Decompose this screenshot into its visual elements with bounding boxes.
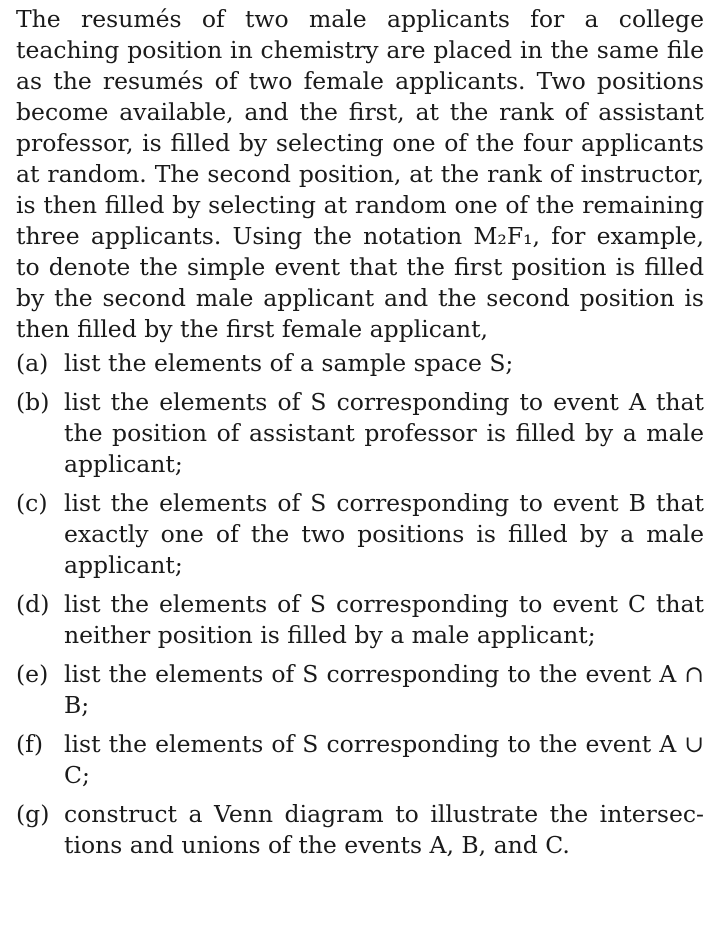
item-text: list the elements of S corresponding to event A that the position of assistant professor is filled by a male applicant; <box>64 388 704 478</box>
item-text: construct a Venn diagram to illustrate the intersections and unions of the events A, B, and C. <box>64 800 704 859</box>
problem-item-c <box>16 488 704 581</box>
item-label: (d) <box>16 590 50 618</box>
item-label: (g) <box>16 800 50 828</box>
item-text: list the elements of S corresponding to the event A ∩ B; <box>64 660 704 719</box>
problem-item-e <box>16 659 704 721</box>
problem-intro: The resumés of two male applicants for a college teaching position in chemistry are placed in the same file as the resumés of two female applicants. Two positions become available, and the first, at the rank of assistant professor, is filled by selecting one of the four applicants at random. The second position, at the rank of instructor, is then filled by selecting at random one of the remaining three applicants. Using the notation M₂F₁, for example, to denote the simple event that the first position is filled by the second male applicant and the second position is then filled by the first female applicant, <box>16 5 704 343</box>
item-label: (a) <box>16 349 49 377</box>
problem-item-g <box>16 799 704 861</box>
problem-item-f <box>16 729 704 791</box>
item-label: (c) <box>16 489 48 517</box>
item-label: (b) <box>16 388 50 416</box>
problem-item-b <box>16 387 704 480</box>
problem-items <box>16 348 704 861</box>
item-label: (f) <box>16 730 44 758</box>
item-label: (e) <box>16 660 49 688</box>
item-text: list the elements of S corresponding to event C that neither position is filled by a male applicant; <box>64 590 704 649</box>
problem-item-d <box>16 589 704 651</box>
problem-item-a <box>16 348 704 379</box>
item-text: list the elements of a sample space S; <box>64 349 514 377</box>
item-text: list the elements of S corresponding to the event A ∪ C; <box>64 730 704 789</box>
item-text: list the elements of S corresponding to event B that exactly one of the two positions is filled by a male applicant; <box>64 489 704 579</box>
problem-document <box>16 4 704 869</box>
